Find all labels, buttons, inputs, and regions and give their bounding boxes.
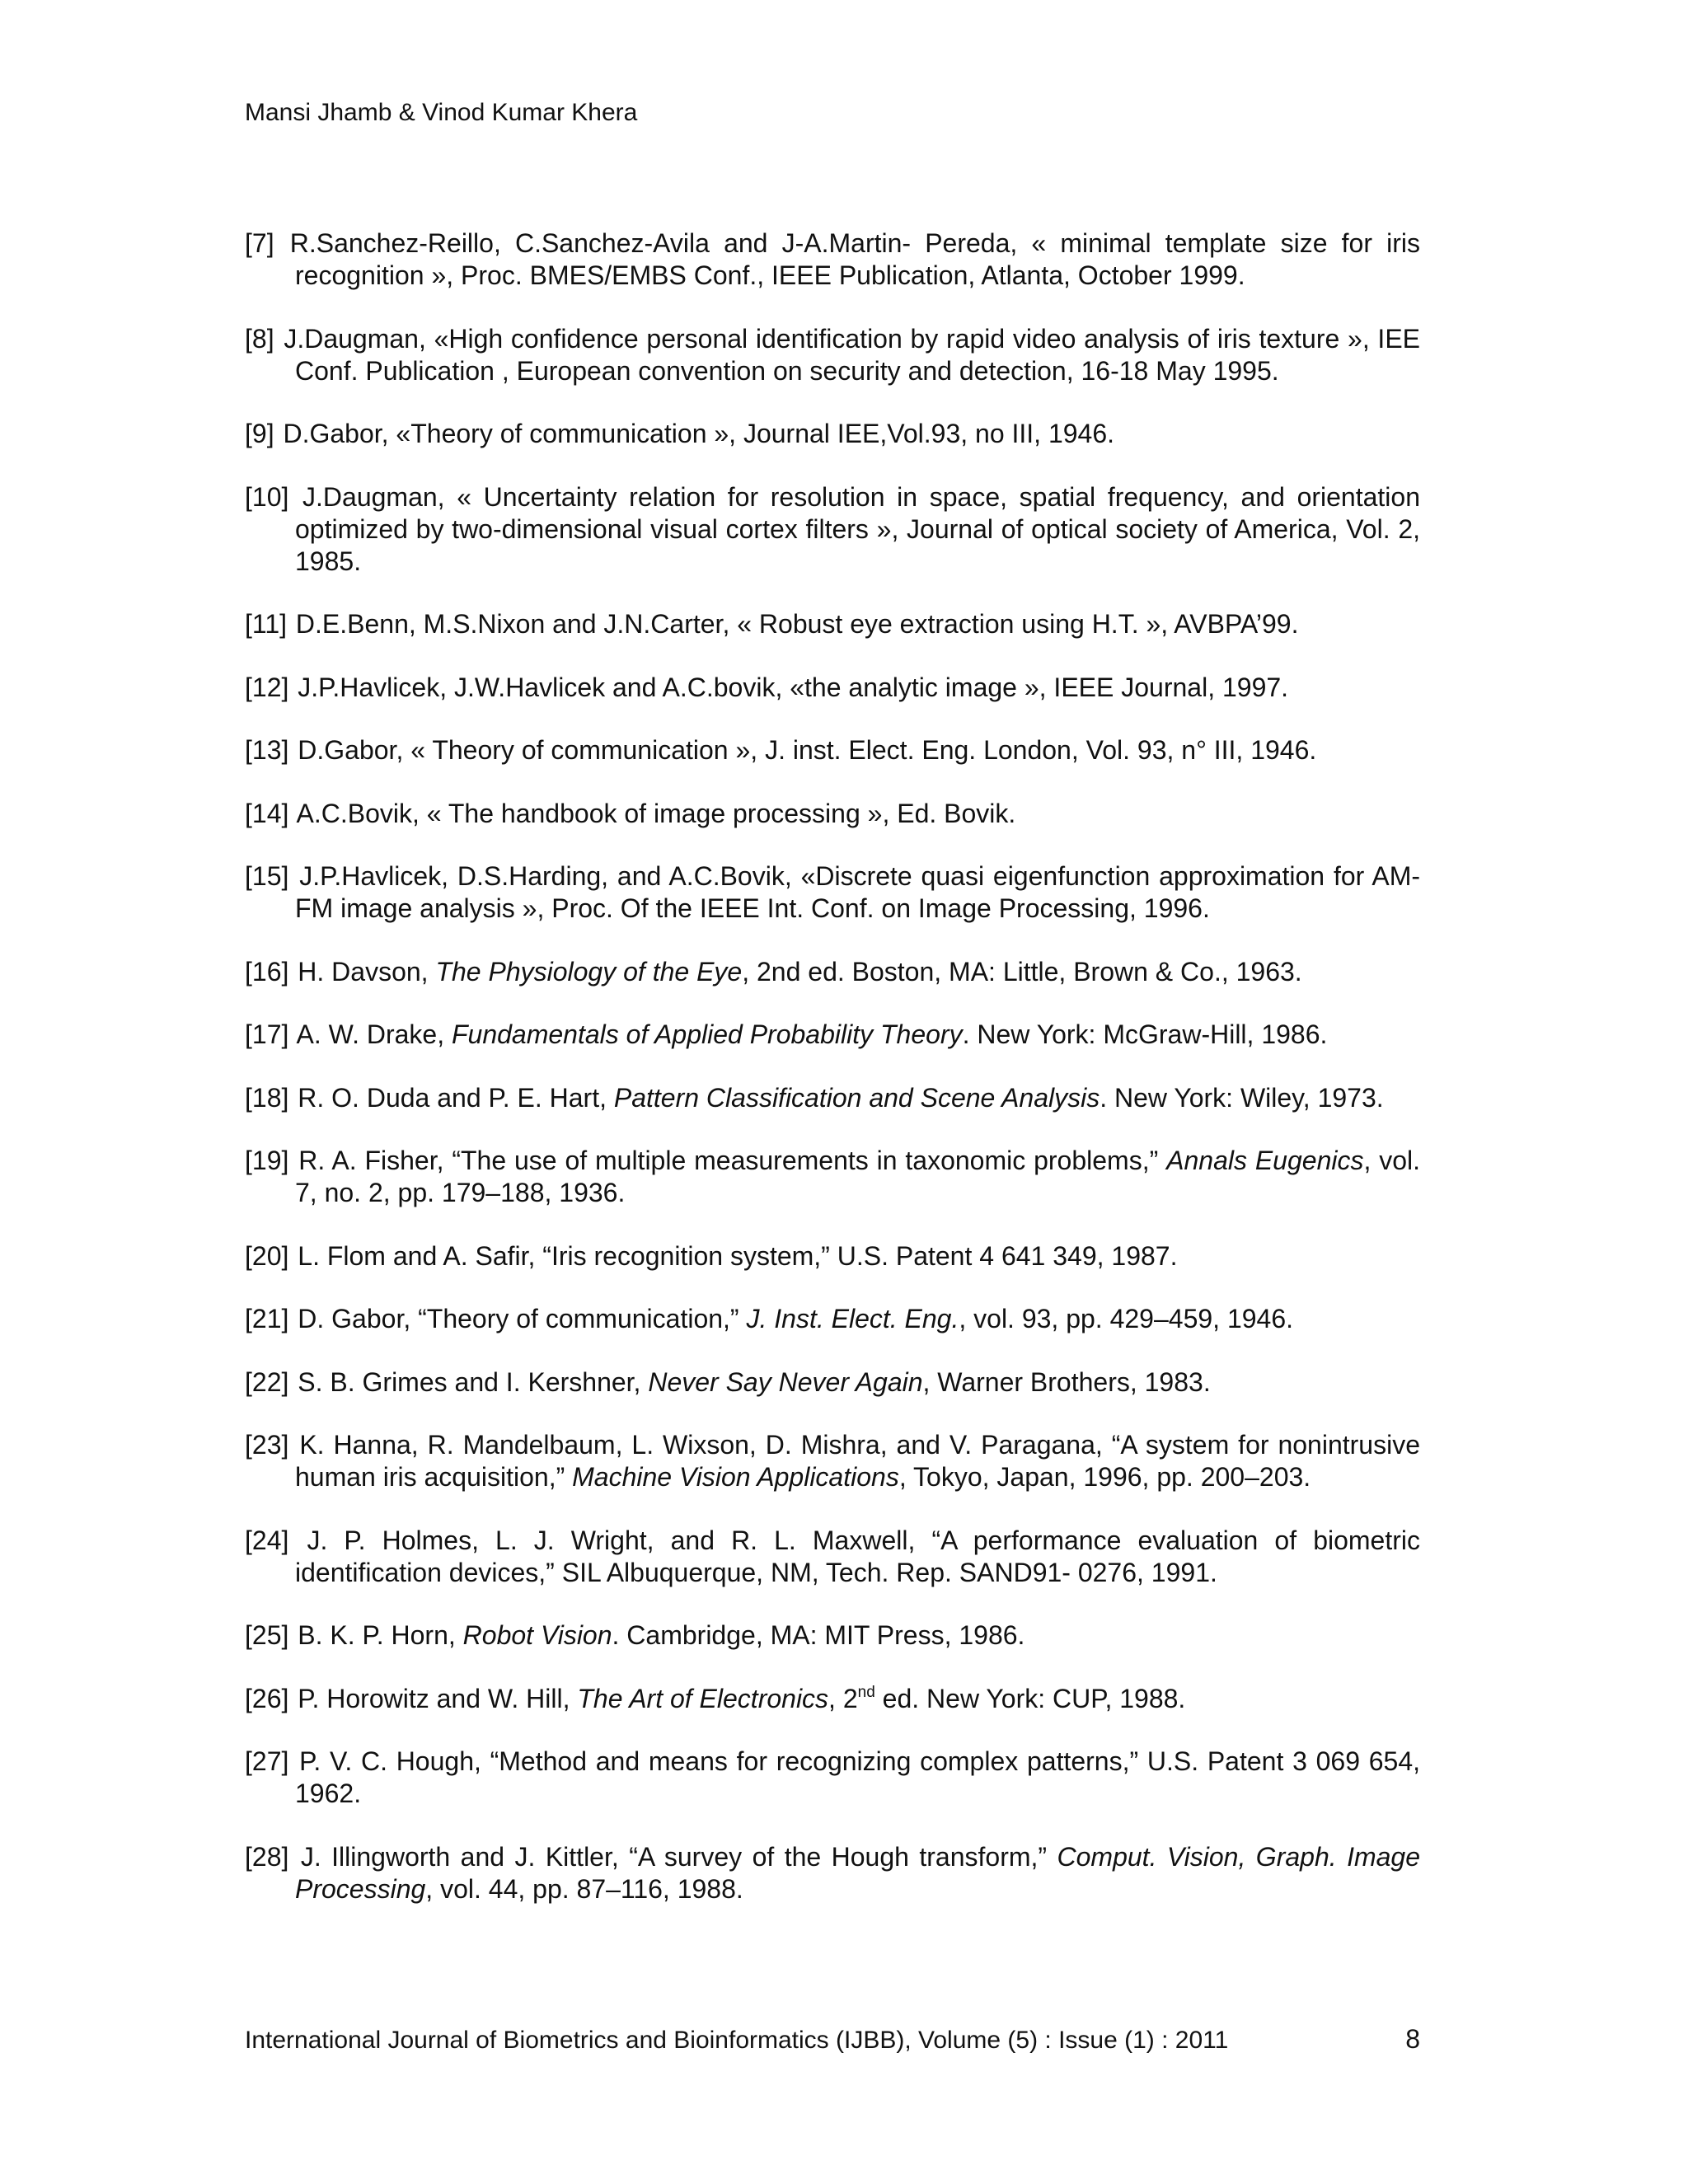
reference-item <box>245 1619 1420 1652</box>
reference-item <box>245 860 1420 925</box>
reference-number: [26] <box>245 1683 289 1713</box>
reference-item <box>245 1082 1420 1114</box>
reference-title-italic: Robot Vision <box>462 1620 612 1650</box>
reference-item <box>245 1683 1420 1715</box>
reference-text: R.Sanchez-Reillo, C.Sanchez-Avila and J-A.Martin- Pereda, « minimal template size for iris recognition », Proc. BMES/EMBS Conf., IEEE Publication, Atlanta, October 1999. <box>289 228 1421 290</box>
reference-text: A. W. Drake, <box>296 1019 452 1049</box>
reference-text: D.E.Benn, M.S.Nixon and J.N.Carter, « Robust eye extraction using H.T. », AVBPA’99. <box>295 609 1299 639</box>
reference-number: [24] <box>245 1525 289 1555</box>
reference-item <box>245 734 1420 766</box>
reference-title-italic: Never Say Never Again <box>648 1366 923 1397</box>
reference-text: . New York: Wiley, 1973. <box>1100 1082 1384 1113</box>
reference-text: L. Flom and A. Safir, “Iris recognition system,” U.S. Patent 4 641 349, 1987. <box>298 1240 1178 1271</box>
reference-text: D.Gabor, «Theory of communication », Journal IEE,Vol.93, no III, 1946. <box>283 419 1115 448</box>
footer-journal-citation: International Journal of Biometrics and Bioinformatics (IJBB), Volume (5) : Issue (1) : 2011 <box>245 2027 1229 2054</box>
reference-text: A.C.Bovik, « The handbook of image processing », Ed. Bovik. <box>296 798 1016 828</box>
reference-item <box>245 1429 1420 1493</box>
reference-item <box>245 1019 1420 1051</box>
reference-item <box>245 1145 1420 1209</box>
reference-text: , Warner Brothers, 1983. <box>922 1366 1211 1397</box>
reference-item <box>245 481 1420 578</box>
reference-journal-italic: Comput. Vision, Graph. Image Processing <box>295 1841 1421 1904</box>
reference-item <box>245 956 1420 988</box>
reference-journal-italic: Annals Eugenics <box>1166 1146 1364 1175</box>
reference-text: J.Daugman, « Uncertainty relation for resolution in space, spatial frequency, and orientation optimized by two-dimensional visual cortex filters », Journal of optical society of America, Vol. 2, 1985. <box>295 481 1421 576</box>
reference-text: D.Gabor, « Theory of communication », J. inst. Elect. Eng. London, Vol. 93, n° III, 1946. <box>298 735 1317 765</box>
reference-item <box>245 1366 1420 1399</box>
reference-number: [12] <box>245 672 289 702</box>
reference-text: J.P.Havlicek, J.W.Havlicek and A.C.bovik, «the analytic image », IEEE Journal, 1997. <box>298 672 1289 702</box>
reference-journal-italic: J. Inst. Elect. Eng. <box>746 1304 959 1333</box>
reference-text: J. Illingworth and J. Kittler, “A survey of the Hough transform,” <box>300 1841 1057 1872</box>
reference-text: , Tokyo, Japan, 1996, pp. 200–203. <box>898 1462 1311 1492</box>
reference-number: [13] <box>245 735 289 765</box>
reference-number: [15] <box>245 861 289 891</box>
reference-item <box>245 1746 1420 1810</box>
reference-text: J.P.Havlicek, D.S.Harding, and A.C.Bovik, «Discrete quasi eigenfunction approximation for AM-FM image analysis », Proc. Of the IEEE Int. Conf. on Image Processing, 1996. <box>295 861 1421 923</box>
reference-number: [14] <box>245 798 289 828</box>
reference-number: [18] <box>245 1082 289 1113</box>
reference-text: B. K. P. Horn, <box>298 1620 463 1650</box>
reference-text: P. Horowitz and W. Hill, <box>298 1683 578 1713</box>
reference-item <box>245 1303 1420 1335</box>
reference-title-italic: The Physiology of the Eye <box>435 956 743 987</box>
reference-item <box>245 672 1420 704</box>
reference-list <box>245 227 1420 1936</box>
reference-text: J. P. Holmes, L. J. Wright, and R. L. Maxwell, “A performance evaluation of biometric identification devices,” SIL Albuquerque, NM, Tech. Rep. SAND91- 0276, 1991. <box>295 1525 1421 1587</box>
running-header <box>245 97 637 129</box>
ordinal-superscript: nd <box>857 1683 875 1701</box>
reference-number: [8] <box>245 323 274 354</box>
reference-text: , vol. 44, pp. 87–116, 1988. <box>425 1873 743 1904</box>
reference-number: [11] <box>245 609 287 639</box>
reference-text: J.Daugman, «High confidence personal identification by rapid video analysis of iris texture », IEE Conf. Publication , European convention on security and detection, 16-18 May 1995. <box>284 323 1421 386</box>
reference-text: ed. New York: CUP, 1988. <box>874 1683 1186 1713</box>
reference-text: K. Hanna, R. Mandelbaum, L. Wixson, D. Mishra, and V. Paragana, “A system for nonintrusive human iris acquisition,” <box>295 1430 1421 1492</box>
reference-title-italic: Fundamentals of Applied Probability Theory <box>451 1019 963 1049</box>
reference-item <box>245 227 1420 292</box>
reference-text: P. V. C. Hough, “Method and means for recognizing complex patterns,” U.S. Patent 3 069 654, 1962. <box>295 1746 1421 1808</box>
reference-text: , 2nd ed. Boston, MA: Little, Brown & Co., 1963. <box>742 956 1302 987</box>
reference-item <box>245 418 1420 450</box>
header-authors: Mansi Jhamb & Vinod Kumar Khera <box>245 99 638 126</box>
reference-text: , 2 <box>828 1683 858 1713</box>
reference-item <box>245 323 1420 387</box>
page-number: 8 <box>1405 2024 1420 2054</box>
reference-text: , vol. 7, no. 2, pp. 179–188, 1936. <box>295 1146 1421 1207</box>
reference-item <box>245 1841 1420 1905</box>
reference-title-italic: Pattern Classification and Scene Analysis <box>613 1082 1100 1113</box>
reference-number: [17] <box>245 1019 289 1049</box>
reference-text: R. O. Duda and P. E. Hart, <box>298 1082 614 1113</box>
reference-item <box>245 1240 1420 1272</box>
reference-item <box>245 608 1420 640</box>
reference-number: [10] <box>245 481 289 512</box>
reference-text: S. B. Grimes and I. Kershner, <box>298 1366 649 1397</box>
reference-text: H. Davson, <box>298 956 436 987</box>
reference-number: [16] <box>245 956 289 987</box>
reference-number: [28] <box>245 1841 289 1872</box>
reference-text: D. Gabor, “Theory of communication,” <box>298 1304 747 1333</box>
reference-number: [20] <box>245 1240 289 1271</box>
reference-number: [25] <box>245 1620 289 1650</box>
reference-number: [9] <box>245 419 274 448</box>
reference-text: , vol. 93, pp. 429–459, 1946. <box>959 1304 1294 1333</box>
reference-text: . New York: McGraw-Hill, 1986. <box>962 1019 1328 1049</box>
reference-number: [19] <box>245 1146 289 1175</box>
reference-journal-italic: Machine Vision Applications <box>572 1462 899 1492</box>
reference-text: R. A. Fisher, “The use of multiple measurements in taxonomic problems,” <box>298 1146 1167 1175</box>
reference-number: [21] <box>245 1304 289 1333</box>
reference-text: . Cambridge, MA: MIT Press, 1986. <box>612 1620 1025 1650</box>
reference-item <box>245 1525 1420 1589</box>
reference-number: [23] <box>245 1430 289 1460</box>
reference-number: [22] <box>245 1366 289 1397</box>
reference-number: [7] <box>245 228 274 258</box>
reference-number: [27] <box>245 1746 289 1776</box>
reference-title-italic: The Art of Electronics <box>577 1683 829 1713</box>
reference-item <box>245 798 1420 830</box>
